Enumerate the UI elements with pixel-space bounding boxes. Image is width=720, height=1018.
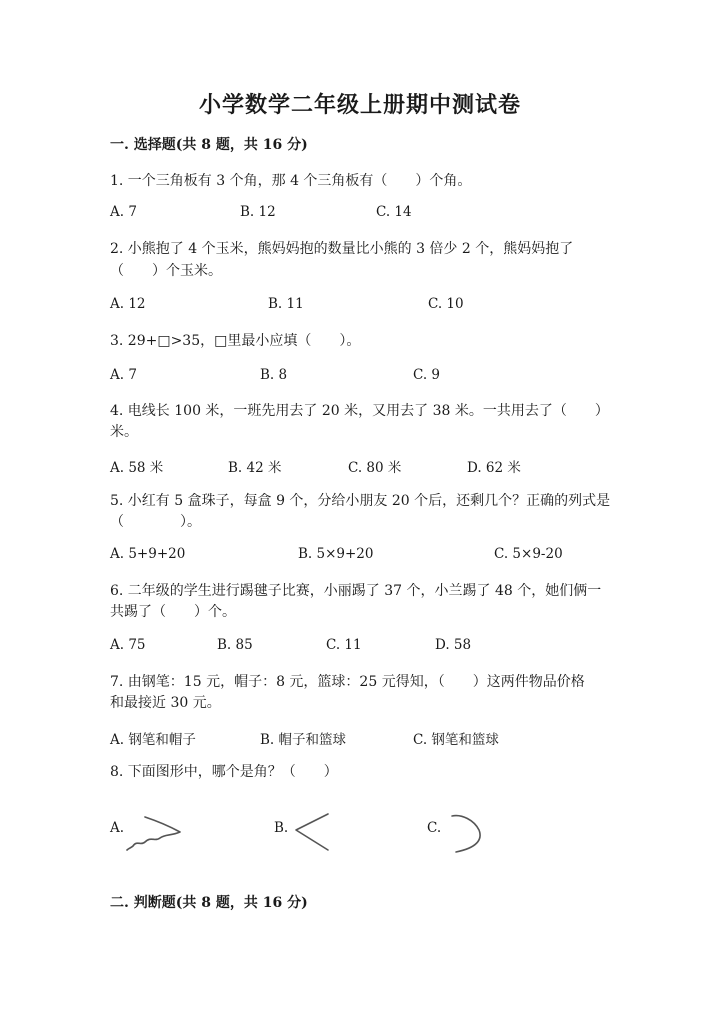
question-4-text-line-1: 4. 电线长 100 米，一班先用去了 20 米，又用去了 38 米。一共用去了（ ） xyxy=(110,403,609,419)
question-4-option-d: D. 62 米 xyxy=(467,460,521,476)
question-6-option-a: A. 75 xyxy=(110,637,146,653)
figure-b-straight-angle xyxy=(293,810,333,856)
question-2-option-c: C. 10 xyxy=(428,296,464,312)
question-2-option-a: A. 12 xyxy=(110,296,146,312)
question-2-option-b: B. 11 xyxy=(268,296,304,312)
question-7-option-a: A. 钢笔和帽子 xyxy=(110,732,196,748)
question-6-option-d: D. 58 xyxy=(435,637,472,653)
question-1-option-a: A. 7 xyxy=(110,204,137,220)
question-6-text-line-1: 6. 二年级的学生进行踢毽子比赛，小丽踢了 37 个，小兰踢了 48 个，她们俩一 xyxy=(110,583,602,599)
question-4-option-a: A. 58 米 xyxy=(110,460,164,476)
question-8-option-b: B. xyxy=(274,820,289,836)
figure-a-squiggle-angle xyxy=(125,812,185,856)
question-6-option-b: B. 85 xyxy=(217,637,253,653)
question-4-option-b: B. 42 米 xyxy=(228,460,282,476)
question-7-text-line-2: 和最接近 30 元。 xyxy=(110,695,221,711)
question-8-text: 8. 下面图形中，哪个是角？（ ） xyxy=(110,764,338,780)
question-3-option-a: A. 7 xyxy=(110,367,137,383)
question-3-option-b: B. 8 xyxy=(260,367,288,383)
question-1-text: 1. 一个三角板有 3 个角，那 4 个三角板有（ ）个角。 xyxy=(110,173,472,189)
question-2-text-line-2: （ ）个玉米。 xyxy=(110,263,222,279)
question-1-option-c: C. 14 xyxy=(376,204,412,220)
question-7-option-b: B. 帽子和篮球 xyxy=(260,732,347,748)
question-7-text-line-1: 7. 由钢笔：15 元，帽子：8 元，篮球：25 元得知，（ ）这两件物品价格 xyxy=(110,674,585,690)
question-4-text-line-2: 米。 xyxy=(110,424,138,440)
question-8-option-a: A. xyxy=(110,820,125,836)
question-1-option-b: B. 12 xyxy=(240,204,276,220)
question-3-option-c: C. 9 xyxy=(413,367,441,383)
question-5-text-line-1: 5. 小红有 5 盒珠子，每盒 9 个，分给小朋友 20 个后，还剩几个？正确的列式是 xyxy=(110,493,611,509)
question-5-text-line-2: （ ）。 xyxy=(110,514,201,530)
question-2-text-line-1: 2. 小熊抱了 4 个玉米，熊妈妈抱的数量比小熊的 3 倍少 2 个，熊妈妈抱了 xyxy=(110,241,574,257)
question-6-option-c: C. 11 xyxy=(326,637,362,653)
section-heading-choice: 一. 选择题(共 8 题，共 16 分) xyxy=(110,137,308,153)
question-8-option-c: C. xyxy=(427,820,442,836)
question-6-text-line-2: 共踢了（ ）个。 xyxy=(110,604,236,620)
question-5-option-b: B. 5×9+20 xyxy=(298,546,374,562)
question-7-option-c: C. 钢笔和篮球 xyxy=(413,732,499,748)
question-4-option-c: C. 80 米 xyxy=(348,460,402,476)
question-5-option-a: A. 5+9+20 xyxy=(110,546,186,562)
figure-c-curved-angle xyxy=(446,812,488,856)
question-5-option-c: C. 5×9-20 xyxy=(494,546,563,562)
page-title: 小学数学二年级上册期中测试卷 xyxy=(198,92,521,118)
question-3-text: 3. 29+□>35，□里最小应填（ ）。 xyxy=(110,333,361,349)
section-heading-judgment: 二. 判断题(共 8 题，共 16 分) xyxy=(110,895,308,911)
